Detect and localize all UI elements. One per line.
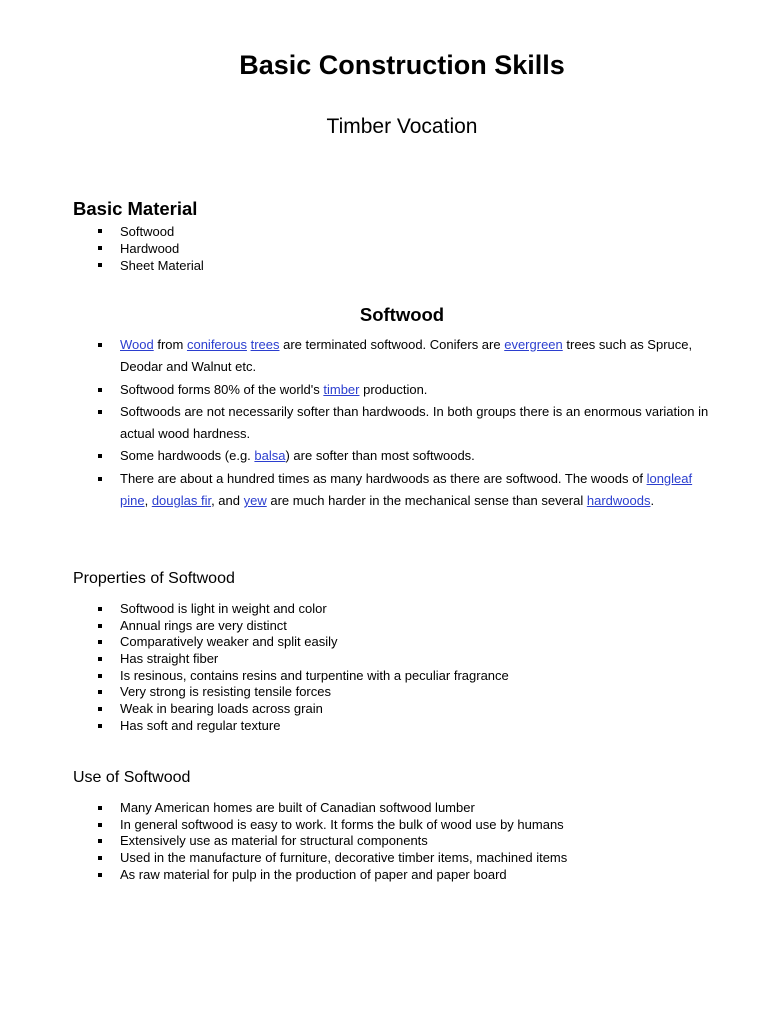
square-bullet-icon: [98, 856, 102, 860]
list-item: [96, 867, 567, 884]
list-item: [96, 223, 204, 240]
list-item-text: Used in the manufacture of furniture, decorative timber items, machined items: [120, 850, 568, 866]
fact-text: Softwood forms 80% of the world's: [120, 381, 324, 397]
list-item: [96, 833, 567, 850]
list-item-text: Has straight fiber: [120, 651, 219, 667]
list-item-text: Hardwood: [120, 241, 180, 256]
inline-link[interactable]: evergreen: [504, 337, 563, 352]
inline-link[interactable]: balsa: [254, 448, 286, 464]
fact-text: , and: [211, 493, 244, 509]
square-bullet-icon: [98, 624, 102, 628]
list-item-text: Weak in bearing loads across grain: [120, 701, 323, 717]
fact-text: are terminated softwood. Conifers are: [279, 337, 505, 352]
fact-text: from: [153, 337, 187, 352]
square-bullet-icon: [98, 873, 102, 877]
square-bullet-icon: [98, 607, 102, 611]
square-bullet-icon: [98, 806, 102, 810]
list-item: [96, 718, 509, 735]
inline-link[interactable]: yew: [243, 493, 267, 509]
inline-link[interactable]: trees: [250, 337, 280, 352]
square-bullet-icon: [98, 229, 102, 233]
square-bullet-icon: [98, 640, 102, 644]
list-item: [96, 618, 509, 635]
list-item: [96, 817, 567, 834]
list-item: [96, 601, 509, 618]
square-bullet-icon: [98, 657, 102, 661]
list-item: [96, 701, 509, 718]
square-bullet-icon: [98, 246, 102, 250]
list-item-text: Softwood: [120, 224, 175, 239]
softwood-facts-list: [96, 334, 716, 512]
properties-list: [96, 601, 509, 735]
softwood-fact: [96, 334, 716, 379]
list-item: [96, 668, 509, 685]
square-bullet-icon: [98, 839, 102, 843]
square-bullet-icon: [98, 674, 102, 678]
square-bullet-icon: [98, 690, 102, 694]
fact-text: production.: [359, 381, 428, 397]
list-item-text: Is resinous, contains resins and turpentine with a peculiar fragrance: [120, 667, 509, 683]
inline-link[interactable]: timber: [323, 381, 360, 397]
document-title: Basic Construction Skills: [239, 50, 565, 80]
softwood-fact: [96, 401, 716, 446]
list-item-text: Has soft and regular texture: [120, 717, 281, 733]
fact-text: There are about a hundred times as many hardwoods as there are softwood. The woods of: [120, 470, 647, 486]
list-item-text: Annual rings are very distinct: [120, 617, 287, 633]
inline-link[interactable]: longleaf pine: [120, 470, 693, 509]
list-item: [96, 800, 567, 817]
list-item-text: Very strong is resisting tensile forces: [120, 684, 331, 700]
softwood-fact: [96, 468, 716, 513]
square-bullet-icon: [98, 343, 102, 347]
list-item: [96, 684, 509, 701]
list-item-text: Sheet Material: [120, 258, 204, 273]
square-bullet-icon: [98, 724, 102, 728]
square-bullet-icon: [98, 477, 102, 481]
list-item: [96, 257, 204, 274]
list-item-text: Softwood is light in weight and color: [120, 601, 327, 616]
list-item: [96, 850, 567, 867]
softwood-fact: [96, 445, 716, 467]
inline-link[interactable]: douglas fir: [151, 493, 212, 509]
fact-text: ) are softer than most softwoods.: [285, 448, 475, 464]
inline-link[interactable]: Wood: [120, 337, 154, 352]
inline-link[interactable]: coniferous: [186, 337, 247, 352]
list-item-text: Many American homes are built of Canadian softwood lumber: [120, 800, 475, 815]
use-list: [96, 800, 567, 883]
square-bullet-icon: [98, 707, 102, 711]
list-item: [96, 634, 509, 651]
square-bullet-icon: [98, 454, 102, 458]
list-item: [96, 240, 204, 257]
properties-heading: Properties of Softwood: [73, 570, 235, 587]
list-item-text: Extensively use as material for structural components: [120, 833, 428, 849]
fact-text: are much harder in the mechanical sense than several: [266, 493, 587, 509]
use-heading: Use of Softwood: [73, 769, 191, 786]
square-bullet-icon: [98, 410, 102, 414]
fact-text: trees such as Spruce, Deodar and Walnut etc.: [120, 337, 693, 375]
softwood-heading: Softwood: [359, 304, 445, 325]
fact-text: Softwoods are not necessarily softer than hardwoods. In both groups there is an enormous variation in actual wood hardness.: [120, 403, 709, 442]
list-item-text: As raw material for pulp in the production of paper and paper board: [120, 866, 507, 882]
fact-text: ,: [144, 493, 152, 509]
document-subtitle: Timber Vocation: [326, 115, 478, 138]
inline-link[interactable]: hardwoods: [586, 493, 651, 509]
square-bullet-icon: [98, 823, 102, 827]
softwood-fact: [96, 379, 716, 401]
basic-material-list: [96, 223, 204, 274]
square-bullet-icon: [98, 263, 102, 267]
list-item: [96, 651, 509, 668]
fact-text: .: [650, 493, 655, 509]
list-item-text: Comparatively weaker and split easily: [120, 634, 338, 650]
square-bullet-icon: [98, 388, 102, 392]
fact-text: Some hardwoods (e.g.: [120, 448, 255, 464]
basic-material-heading: Basic Material: [73, 198, 198, 219]
list-item-text: In general softwood is easy to work. It forms the bulk of wood use by humans: [120, 816, 564, 832]
